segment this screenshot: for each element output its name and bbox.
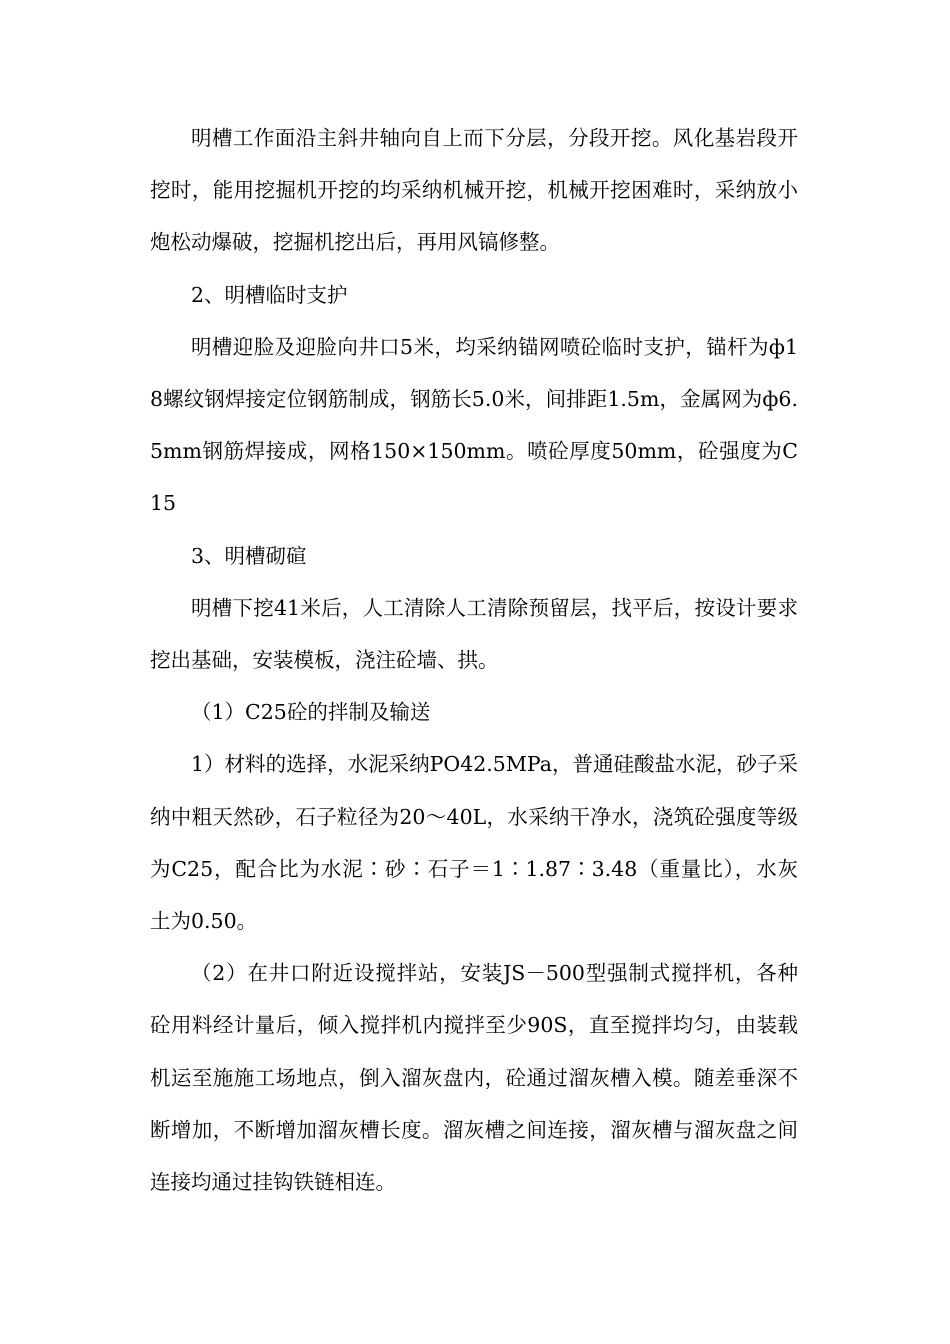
paragraph-material-selection: 1）材料的选择，水泥采纳PO42.5MPa，普通硅酸盐水泥，砂子采纳中粗天然砂，石子粒径为20～40L，水采纳干净水，浇筑砼强度等级为C25，配合比为水泥∶砂∶石子＝1∶1.87∶3.48（重量比），水灰土为0.50。 — [150, 752, 798, 934]
heading-temporary-support: 2、明槽临时支护 — [191, 282, 348, 307]
document-body — [150, 112, 798, 1208]
paragraph-masonry-lining: 明槽下挖41米后，人工清除人工清除预留层，找平后，按设计要求挖出基础，安装模板，浇注砼墙、拱。 — [150, 595, 798, 673]
heading-concrete-mixing: （1）C25砼的拌制及输送 — [191, 700, 431, 725]
heading-masonry-lining: 3、明槽砌碹 — [191, 543, 307, 568]
paragraph-temporary-support: 明槽迎脸及迎脸向井口5米，均采纳锚网喷砼临时支护，锚杆为ф18螺纹钢焊接定位钢筋制成，钢筋长5.0米，间排距1.5m，金属网为ф6.5mm钢筋焊接成，网格150×150mm。喷砼厚度50mm，砼强度为C15 — [150, 334, 798, 516]
paragraph-mixing-station: （2）在井口附近设搅拌站，安装JS－500型强制式搅拌机，各种砼用料经计量后，倾入搅拌机内搅拌至少90S，直至搅拌均匀，由装载机运至施施工场地点，倒入溜灰盘内，砼通过溜灰槽入模。随差垂深不断增加，不断增加溜灰槽长度。溜灰槽之间连接，溜灰槽与溜灰盘之间连接均通过挂钩铁链相连。 — [150, 961, 798, 1195]
paragraph-excavation: 明槽工作面沿主斜井轴向自上而下分层，分段开挖。风化基岩段开挖时，能用挖掘机开挖的均采纳机械开挖，机械开挖困难时，采纳放小炮松动爆破，挖掘机挖出后，再用风镐修整。 — [150, 126, 798, 255]
